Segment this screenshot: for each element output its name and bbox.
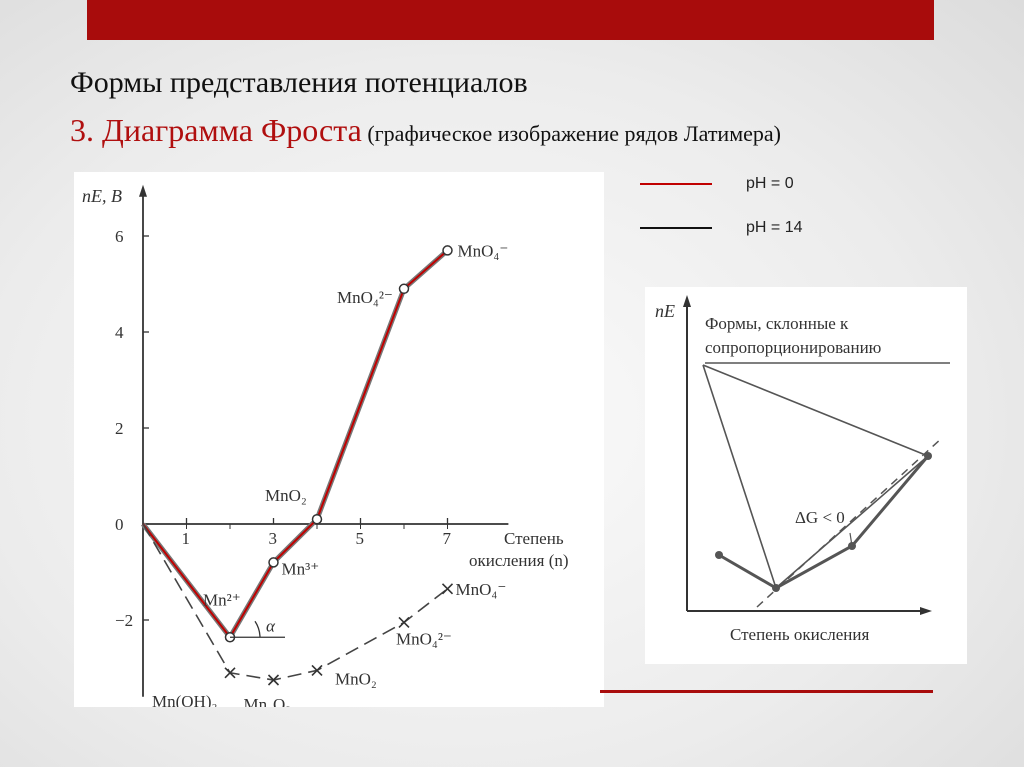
x-axis-arrow (920, 607, 932, 615)
header-accent-bar (87, 0, 934, 40)
data-point-ph0 (269, 558, 278, 567)
point-label-ph0: Mn²⁺ (203, 590, 241, 610)
point-label-ph14: Mn(OH)₂ (152, 691, 218, 707)
frost-diagram-chart (74, 172, 604, 707)
subtitle-main: 3. Диаграмма Фроста (70, 112, 362, 148)
data-point-ph0 (443, 246, 452, 255)
x-axis-label: Степень (504, 529, 564, 548)
series-line-ph0-shadow (143, 250, 448, 637)
point-label-ph14: MnO₄²⁻ (396, 629, 452, 649)
note-line1: Формы, склонные к (705, 314, 849, 333)
frost-diagram-panel (74, 172, 604, 707)
data-point-ph14 (399, 617, 409, 627)
dg-label: ΔG < 0 (795, 508, 845, 527)
chart-legend (640, 172, 840, 242)
point-label-ph0: MnO₄⁻ (457, 241, 509, 261)
y-tick-label: 4 (115, 323, 124, 342)
legend-item-ph14 (640, 216, 802, 240)
series-line-ph0 (143, 250, 448, 637)
y-tick-label: −2 (115, 611, 134, 630)
y-tick-label: 6 (115, 227, 124, 246)
y-tick-label: 2 (115, 419, 124, 438)
point-label-ph0: Mn³⁺ (281, 559, 320, 579)
point-label-ph0: MnO₂ (265, 486, 307, 506)
comproportionation-diagram (645, 287, 967, 664)
y-axis-arrow (683, 295, 691, 307)
legend-label: pH = 0 (746, 175, 794, 192)
subtitle-note: (графическое изображение рядов Латимера) (361, 121, 781, 146)
note-line2: сопропорционированию (705, 338, 882, 357)
point-label-ph14: MnO₂ (335, 669, 377, 689)
y-axis-label: nE, В (82, 186, 122, 206)
legend-swatch-red (640, 183, 712, 185)
x-tick-label: 1 (181, 529, 190, 548)
data-point-ph0 (400, 284, 409, 293)
point-label-ph0: MnO₄²⁻ (337, 287, 393, 307)
point (715, 551, 723, 559)
angle-label: α (266, 616, 275, 636)
comproportionation-panel (645, 287, 967, 664)
y-axis-label: nE (655, 301, 675, 321)
y-tick-label: 0 (115, 515, 124, 534)
point (772, 584, 780, 592)
footer-accent-rule (600, 690, 933, 693)
point-label-ph14: Mn₂O₃ (243, 695, 292, 707)
x-tick-label: 7 (442, 529, 451, 548)
legend-item-ph0 (640, 172, 794, 196)
x-tick-label: 5 (355, 529, 364, 548)
legend-label: pH = 14 (746, 219, 803, 236)
point (924, 452, 932, 460)
x-axis-label: окисления (n) (469, 551, 569, 570)
angle-arc (255, 621, 260, 637)
slide-title: Формы представления потенциалов (70, 66, 528, 99)
x-tick-label: 3 (268, 529, 277, 548)
slide-subtitle (70, 112, 781, 149)
comproportionation-triangle (703, 365, 928, 588)
data-point-ph14 (443, 584, 453, 594)
data-point-ph0 (313, 515, 322, 524)
y-axis-arrow (139, 185, 147, 197)
point-label-ph14: MnO₄⁻ (455, 579, 507, 599)
legend-swatch-black (640, 227, 712, 229)
x-axis-label: Степень окисления (730, 625, 870, 644)
